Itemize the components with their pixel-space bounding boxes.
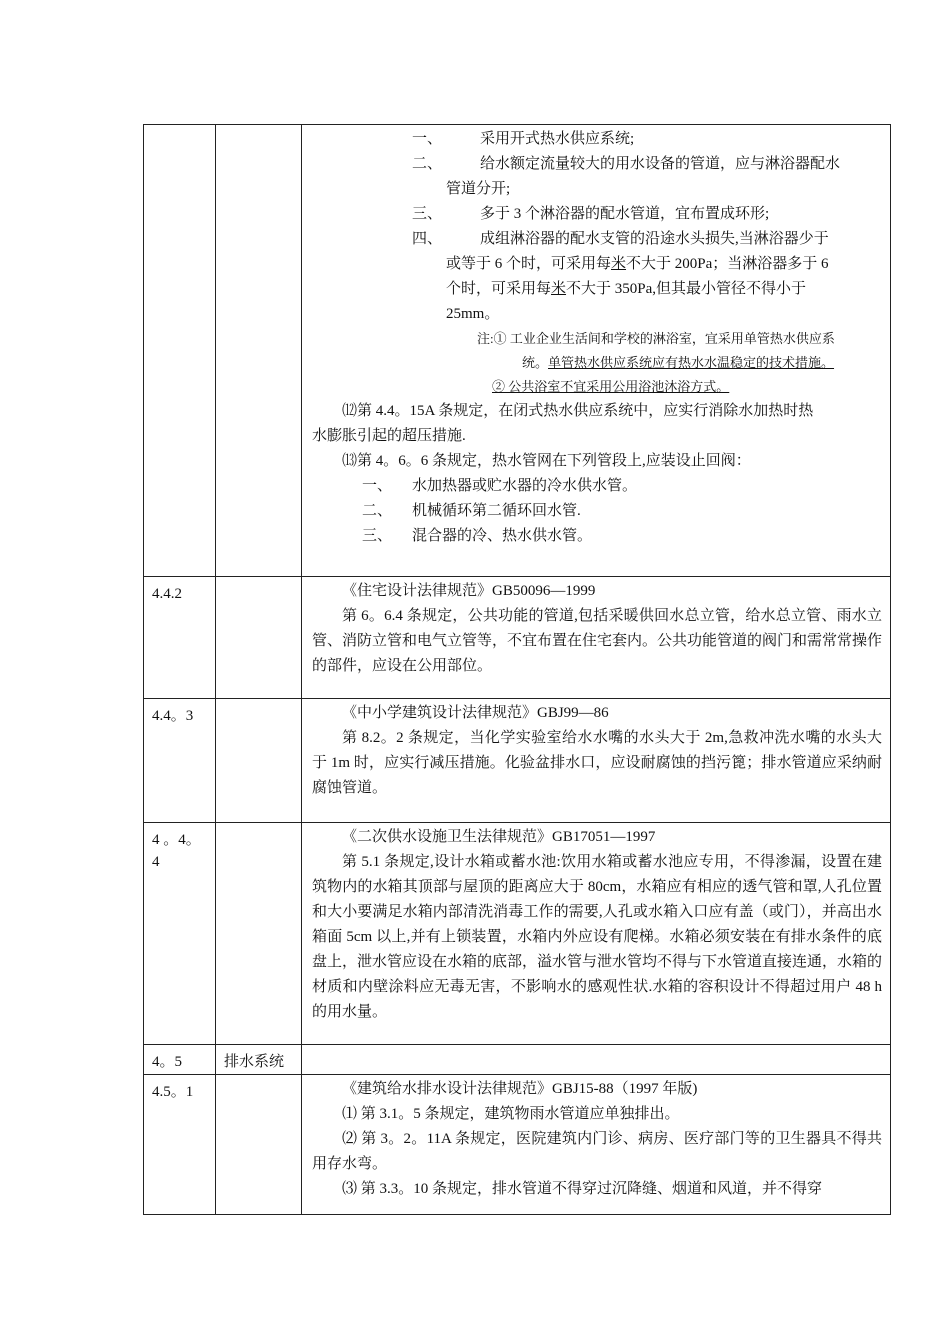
table-row — [144, 1045, 891, 1075]
list-marker: 四、 — [412, 231, 443, 247]
list-item — [312, 127, 882, 152]
text-run: 个时，可采用每 — [446, 281, 552, 297]
standard-title: 《建筑给水排水设计法律规范》GBJ15-88（1997 年版) — [342, 1081, 698, 1097]
note-line: ② 公共浴室不宜采用公用浴池沐浴方式。 — [492, 379, 730, 394]
table-row — [144, 823, 891, 1045]
paragraph: 第 6。6.4 条规定，公共功能的管道,包括采暖供回水总立管，给水总立管、雨水立管、消防立管和电气立管等，不宜布置在住宅套内。公共功能管道的阀门和需常常操作的部件，应设在公用部位。 — [312, 608, 883, 674]
list-text: 机械循环第二循环回水管. — [412, 503, 581, 519]
list-item — [312, 474, 882, 499]
category-cell — [216, 823, 302, 1045]
category-cell — [216, 577, 302, 699]
standard-title: 《中小学建筑设计法律规范》GBJ99—86 — [342, 705, 609, 721]
number-cell: 4.4。3 — [144, 699, 216, 823]
list-marker: 一、 — [412, 131, 443, 147]
list-marker: 一、 — [362, 478, 393, 494]
paragraph: 第 5.1 条规定,设计水箱或蓄水池:饮用水箱或蓄水池应专用，不得渗漏，设置在建筑物内的水箱其顶部与屋顶的距离应大于 80cm，水箱应有相应的透气管和罩,人孔位置和大小要满足水箱内部清洗消毒工作的需要,人孔或水箱入口应有盖（或门），并高出水箱面 5cm 以上,并有上锁装置，水箱内外应设有爬梯。水箱必须安装在有排水条件的底盘上，泄水管应设在水箱的底部，溢水管与泄水管均不得与下水管道直接连通，水箱的材质和内壁涂料应无毒无害，不影响水的感观性状.水箱的容积设计不得超过用户 48 h 的用水量。 — [312, 854, 883, 1020]
category-cell: 排水系统 — [216, 1045, 302, 1075]
list-item — [312, 227, 882, 252]
standard-title: 《二次供水设施卫生法律规范》GB17051—1997 — [342, 829, 656, 845]
paragraph: ⑶ 第 3.3。10 条规定，排水管道不得穿过沉降缝、烟道和风道，并不得穿 — [342, 1181, 823, 1197]
content-cell — [302, 823, 891, 1045]
paragraph: 水膨胀引起的超压措施. — [312, 428, 466, 444]
text-run: 米 — [611, 256, 627, 272]
paragraph: 第 8.2。2 条规定，当化学实验室给水水嘴的水头大于 2m,急救冲洗水嘴的水头大于 1m 时，应实行减压措施。化验盆排水口，应设耐腐蚀的挡污篦；排水管道应采纳耐腐蚀管道。 — [312, 730, 882, 796]
content-cell — [302, 1075, 891, 1215]
number-cell: 4。5 — [144, 1045, 216, 1075]
table-row — [144, 699, 891, 823]
regulation-table — [143, 124, 891, 1215]
text-run: 不大于 350Pa,但其最小管径不得小于 — [566, 281, 807, 297]
number-cell — [144, 823, 216, 1045]
list-continuation: 管道分开; — [446, 181, 511, 197]
table-row — [144, 1075, 891, 1215]
list-item — [312, 152, 882, 177]
paragraph: ⑿第 4.4。15A 条规定，在闭式热水供应系统中，应实行消除水加热时热 — [342, 403, 814, 419]
text-run: 或等于 6 个时，可采用每 — [446, 256, 612, 272]
list-text: 多于 3 个淋浴器的配水管道，宜布置成环形; — [480, 206, 770, 222]
number-text: 4 — [152, 854, 160, 870]
list-item — [312, 202, 882, 227]
text-run: 统。 — [522, 355, 549, 370]
list-text: 混合器的冷、热水供水管。 — [412, 528, 593, 544]
list-marker: 三、 — [362, 528, 393, 544]
content-cell — [302, 1045, 891, 1075]
table-row — [144, 577, 891, 699]
list-text: 水加热器或贮水器的冷水供水管。 — [412, 478, 638, 494]
list-marker: 三、 — [412, 206, 443, 222]
list-item — [312, 524, 882, 549]
list-item — [312, 499, 882, 524]
list-marker: 二、 — [412, 156, 443, 172]
list-text: 采用开式热水供应系统; — [480, 131, 635, 147]
number-cell: 4.5。1 — [144, 1075, 216, 1215]
category-cell — [216, 699, 302, 823]
number-cell — [144, 125, 216, 577]
content-cell — [302, 125, 891, 577]
note-line: 注:① 工业企业生活间和学校的淋浴室，宜采用单管热水供应系 — [477, 331, 835, 346]
list-text: 给水额定流量较大的用水设备的管道，应与淋浴器配水 — [480, 156, 841, 172]
list-marker: 二、 — [362, 503, 393, 519]
list-continuation: 25mm。 — [446, 306, 500, 322]
category-cell — [216, 1075, 302, 1215]
note-line — [312, 351, 882, 375]
text-run: 不大于 200Pa；当淋浴器多于 6 — [626, 256, 829, 272]
list-continuation — [312, 277, 882, 302]
paragraph: ⒀第 4。6。6 条规定，热水管网在下列管段上,应装设止回阀： — [342, 453, 751, 469]
standard-title: 《住宅设计法律规范》GB50096—1999 — [342, 583, 596, 599]
paragraph: ⑵ 第 3。2。11A 条规定，医院建筑内门诊、病房、医疗部门等的卫生器具不得共用存水弯。 — [312, 1131, 882, 1172]
text-run: 单管热水供应系统应有热水水温稳定的技术措施。 — [548, 355, 835, 370]
list-text: 成组淋浴器的配水支管的沿途水头损失,当淋浴器少于 — [480, 231, 829, 247]
table-row — [144, 125, 891, 577]
category-cell — [216, 125, 302, 577]
content-cell — [302, 699, 891, 823]
list-continuation — [312, 252, 882, 277]
content-cell — [302, 577, 891, 699]
number-text: 4 。4。 — [152, 832, 201, 848]
number-cell: 4.4.2 — [144, 577, 216, 699]
paragraph: ⑴ 第 3.1。5 条规定，建筑物雨水管道应单独排出。 — [342, 1106, 680, 1122]
text-run: 米 — [551, 281, 567, 297]
